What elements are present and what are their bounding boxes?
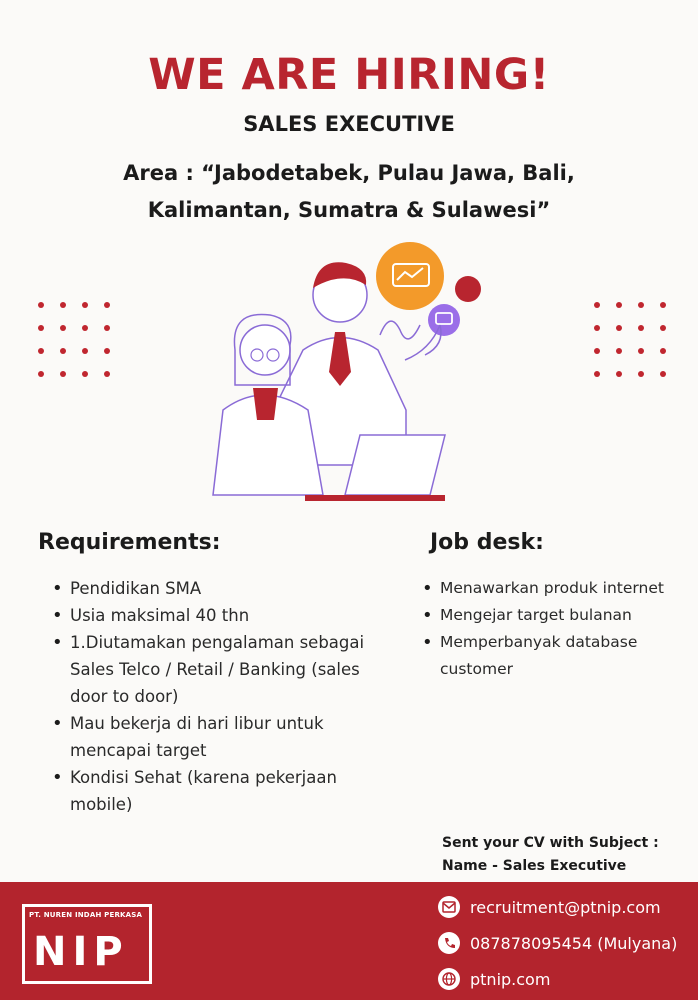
list-item: • 1.Diutamakan pengalaman sebagai Sales Telco / Retail / Banking (sales door to door) <box>50 629 380 710</box>
requirements-title: Requirements: <box>38 530 221 555</box>
area-line-2: Kalimantan, Sumatra & Sulawesi” <box>147 198 551 222</box>
list-item: • Menawarkan produk internet <box>420 575 688 602</box>
team-illustration <box>205 240 495 510</box>
decorative-dots-left <box>38 302 112 377</box>
list-item: • Mengejar target bulanan <box>420 602 688 629</box>
jobdesk-title: Job desk: <box>430 530 544 555</box>
list-item: • Pendidikan SMA <box>50 575 380 602</box>
area-text <box>60 155 638 229</box>
cv-line-2: Name - Sales Executive <box>442 858 627 874</box>
requirements-list <box>50 575 380 818</box>
list-item: • Mau bekerja di hari libur untuk mencapai target <box>50 710 380 764</box>
company-name: PT. NUREN INDAH PERKASA <box>29 911 143 919</box>
list-item: • Usia maksimal 40 thn <box>50 602 380 629</box>
area-line-1: Area : “Jabodetabek, Pulau Jawa, Bali, <box>123 161 575 185</box>
contact-website[interactable] <box>438 968 550 990</box>
headline: WE ARE HIRING! <box>148 50 550 100</box>
email-text[interactable]: recruitment@ptnip.com <box>470 897 661 917</box>
globe-icon <box>438 968 460 990</box>
list-item: • Kondisi Sehat (karena pekerjaan mobile) <box>50 764 380 818</box>
logo-text: NIP <box>33 929 129 975</box>
website-text[interactable]: ptnip.com <box>470 969 551 989</box>
company-logo <box>22 904 152 984</box>
phone-text[interactable]: 087878095454 (Mulyana) <box>470 933 678 953</box>
contact-phone[interactable] <box>438 932 677 954</box>
position-title: SALES EXECUTIVE <box>243 112 455 136</box>
list-item: • Memperbanyak database customer <box>420 629 688 683</box>
phone-icon <box>438 932 460 954</box>
contact-email[interactable] <box>438 896 661 918</box>
cv-line-1: Sent your CV with Subject : <box>442 835 659 851</box>
decorative-dots-right <box>594 302 668 377</box>
cv-instructions <box>442 832 659 878</box>
mail-icon <box>438 896 460 918</box>
jobdesk-list <box>420 575 688 683</box>
